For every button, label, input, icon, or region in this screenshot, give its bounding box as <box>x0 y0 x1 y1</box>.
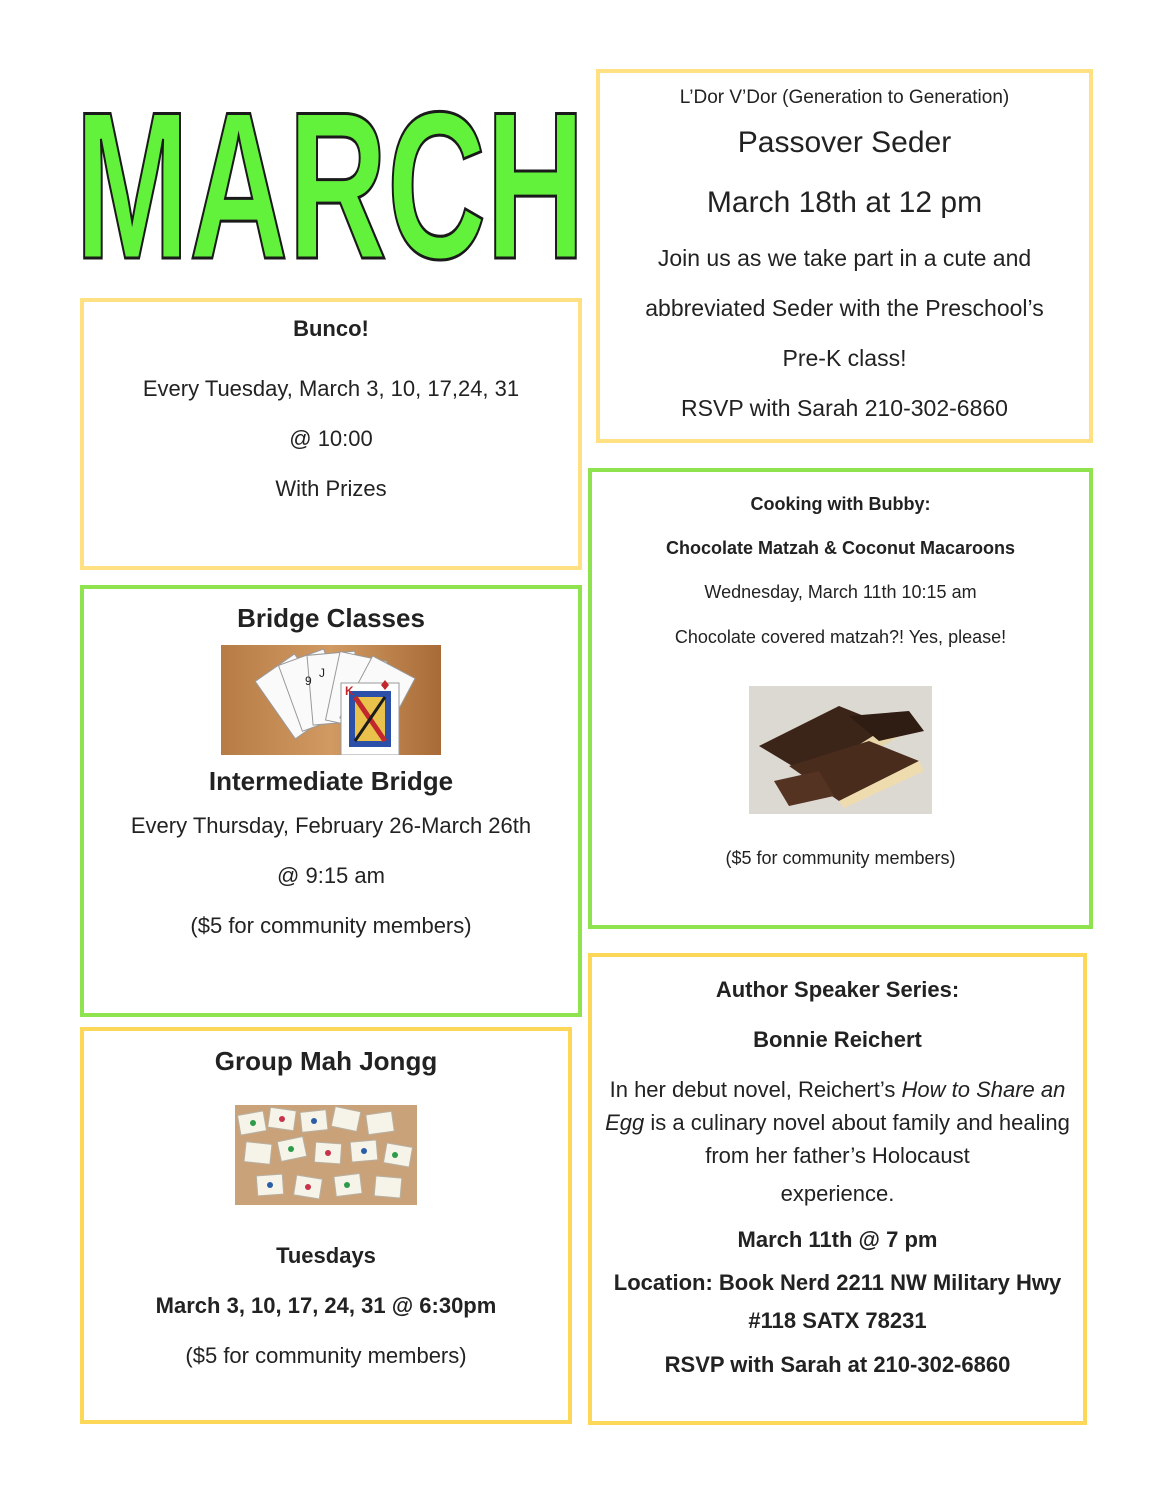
author-location: #118 SATX 78231 <box>748 1308 927 1333</box>
bridge-line: Every Thursday, February 26-March 26th <box>130 813 532 838</box>
passover-heading: Passover Seder <box>737 126 952 159</box>
svg-text:9: 9 <box>305 674 312 688</box>
bridge-line: @ 9:15 am <box>277 863 385 888</box>
svg-text:K: K <box>345 684 354 698</box>
bunco-box <box>80 298 582 570</box>
mahjongg-day: Tuesdays <box>276 1243 376 1268</box>
author-box <box>588 953 1087 1425</box>
author-date: March 11th @ 7 pm <box>737 1227 938 1252</box>
passover-line: abbreviated Seder with the Preschool’s <box>645 295 1044 321</box>
chocolate-matzah-photo <box>749 686 932 814</box>
passover-line: Pre-K class! <box>782 345 907 371</box>
playing-cards-photo <box>221 645 441 755</box>
passover-box <box>596 69 1093 443</box>
passover-date: March 18th at 12 pm <box>706 186 983 219</box>
author-location: Location: Book Nerd 2211 NW Military Hwy <box>613 1270 1062 1295</box>
author-rsvp: RSVP with Sarah at 210-302-6860 <box>664 1352 1011 1377</box>
cooking-heading: Cooking with Bubby: <box>750 494 931 514</box>
author-heading: Author Speaker Series: <box>715 977 960 1002</box>
book-title: How to Share an Egg <box>605 1077 1066 1135</box>
bridge-heading: Bridge Classes <box>237 603 425 633</box>
bunco-line: With Prizes <box>275 476 387 501</box>
bridge-line: ($5 for community members) <box>190 913 472 938</box>
author-desc-end: experience. <box>780 1181 895 1206</box>
passover-rsvp: RSVP with Sarah 210-302-6860 <box>681 395 1008 421</box>
svg-text:J: J <box>319 666 325 680</box>
bunco-heading: Bunco! <box>293 316 369 341</box>
mahjongg-heading: Group Mah Jongg <box>214 1046 438 1076</box>
author-desc-before: In her debut novel, Reichert’s <box>609 1077 896 1102</box>
cooking-subheading: Chocolate Matzah & Coconut Macaroons <box>665 538 1016 558</box>
cooking-tagline: Chocolate covered matzah?! Yes, please! <box>674 627 1007 647</box>
cooking-box <box>588 468 1093 929</box>
mahjongg-tiles-photo <box>235 1105 417 1205</box>
passover-line: Join us as we take part in a cute and <box>657 245 1032 271</box>
march-title <box>70 68 590 278</box>
passover-subtitle: L’Dor V’Dor (Generation to Generation) <box>679 87 1010 108</box>
cooking-price: ($5 for community members) <box>725 848 956 868</box>
mahjongg-box <box>80 1027 572 1424</box>
bridge-subheading: Intermediate Bridge <box>208 766 454 796</box>
author-description <box>604 1073 1071 1172</box>
march-title-text: MARCH <box>75 68 585 278</box>
bunco-line: Every Tuesday, March 3, 10, 17,24, 31 <box>142 376 520 401</box>
mahjongg-price: ($5 for community members) <box>185 1343 467 1368</box>
author-name: Bonnie Reichert <box>753 1027 922 1052</box>
mahjongg-dates: March 3, 10, 17, 24, 31 @ 6:30pm <box>155 1293 497 1318</box>
cooking-date: Wednesday, March 11th 10:15 am <box>704 582 977 602</box>
author-desc-after: is a culinary novel about family and healing from her father’s Holocaust <box>650 1110 1070 1168</box>
bunco-line: @ 10:00 <box>289 426 373 451</box>
bridge-box <box>80 585 582 1017</box>
